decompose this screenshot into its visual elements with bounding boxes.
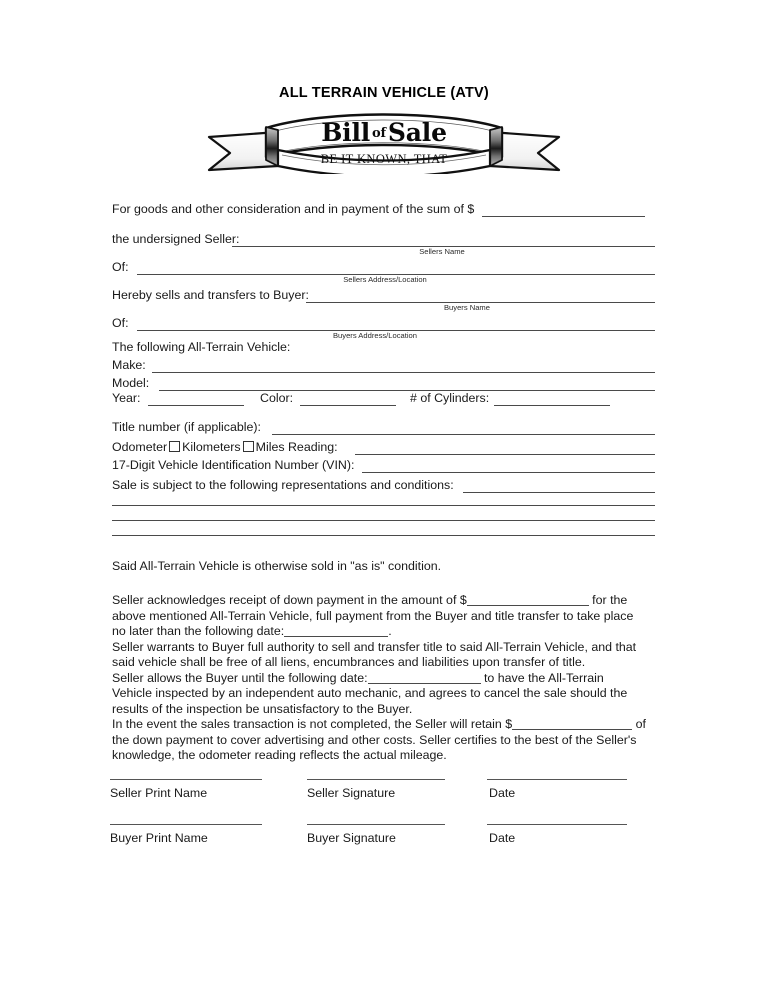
miles-checkbox[interactable] [243,441,254,452]
vin-label: 17-Digit Vehicle Identification Number (VIN): [112,458,355,472]
down-payment-line-1 [112,593,658,609]
buyer-print-name-rule[interactable] [110,824,262,825]
make-blank[interactable] [152,372,655,373]
retain-amount-blank[interactable] [512,729,632,730]
color-blank[interactable] [300,405,396,406]
buyers-address-caption: Buyers Address/Location [332,331,417,340]
buyer-print-name-label: Buyer Print Name [110,831,208,845]
inspection-date-blank[interactable] [368,683,481,684]
seller-print-name-label: Seller Print Name [110,786,208,800]
seller-line-label: the undersigned Seller: [112,232,240,246]
cylinders-label: # of Cylinders: [410,391,490,405]
seller-of-label: Of: [112,260,129,274]
warranty-line-2: said vehicle shall be free of all liens, encumbrances and liabilities upon transfer of title. [112,655,586,669]
bill-of-sale-ribbon-banner [206,108,562,174]
buyer-signature-rule[interactable] [307,824,445,825]
seller-signature-label: Seller Signature [307,786,396,800]
buyer-date-label: Date [489,831,516,845]
vehicle-heading: The following All-Terrain Vehicle: [112,340,291,354]
down-payment-text-pre: Seller acknowledges receipt of down payment in the amount of $ [112,593,467,607]
inspection-text-post: to have the All-Terrain [483,670,604,685]
sum-amount-blank[interactable] [482,216,645,217]
as-is-statement: Said All-Terrain Vehicle is otherwise sold in "as is" condition. [112,559,442,573]
banner-main-title [206,118,562,147]
conditions-blank-2[interactable] [112,505,655,506]
buyer-of-label: Of: [112,316,129,330]
sum-line-label: For goods and other consideration and in payment of the sum of $ [112,202,475,216]
seller-date-rule[interactable] [487,779,627,780]
terms-block [112,593,658,764]
banner-word-of: of [372,126,386,141]
conditions-blank-4[interactable] [112,535,655,536]
banner-subtitle: BE IT KNOWN, THAT [320,152,448,166]
seller-date-label: Date [489,786,516,800]
seller-line [112,232,239,247]
kilometers-checkbox[interactable] [169,441,180,452]
retain-line-2: the down payment to cover advertising and other costs. Seller certifies to the best of the Seller's [112,732,637,747]
sellers-name-caption: Sellers Name [419,247,465,256]
kilometers-label: Kilometers [182,440,241,454]
buyer-signature-label: Buyer Signature [307,831,396,845]
model-label: Model: [112,376,150,390]
buyers-name-caption: Buyers Name [443,303,490,312]
inspection-line-3: results of the inspection be unsatisfactory to the Buyer. [112,701,413,716]
miles-reading-label: Miles Reading: [255,440,338,454]
sellers-address-caption: Sellers Address/Location [343,275,427,284]
buyer-date-rule[interactable] [487,824,627,825]
buyer-line-label: Hereby sells and transfers to Buyer: [112,288,309,302]
retain-amount-label: In the event the sales transaction is not completed, the Seller will retain $ [112,717,513,731]
retain-line-3: knowledge, the odometer reading reflects the actual mileage. [112,748,447,762]
retain-line-1 [112,717,658,733]
buyer-line [112,288,309,303]
make-label: Make: [112,358,146,372]
warranty-line-1: Seller warrants to Buyer full authority to sell and transfer title to said All-Terrain Vehicle, and that [112,639,637,654]
seller-of-line [112,260,129,275]
buyer-of-line [112,316,129,331]
sum-line [112,202,474,217]
payment-date-blank[interactable] [284,636,388,637]
year-blank[interactable] [148,405,244,406]
title-number-blank[interactable] [272,434,655,435]
year-label: Year: [112,391,141,405]
down-payment-line-2: above mentioned All-Terrain Vehicle, full payment from the Buyer and title transfer to take place [112,608,634,623]
conditions-blank-1[interactable] [463,492,655,493]
vin-blank[interactable] [362,472,655,473]
odometer-label: Odometer [112,440,168,454]
page-title: ALL TERRAIN VEHICLE (ATV) [279,85,489,101]
inspection-date-label: Seller allows the Buyer until the following date: [112,670,368,685]
inspection-line-2: Vehicle inspected by an independent auto mechanic, and agrees to cancel the sale should the [112,686,628,700]
inspection-line-1 [112,671,658,687]
odometer-line [112,440,338,455]
payment-date-label: no later than the following date: [112,624,285,638]
seller-print-name-rule[interactable] [110,779,262,780]
down-payment-text-post: for the [592,593,628,607]
banner-word-sale: Sale [387,118,447,147]
seller-signature-rule[interactable] [307,779,445,780]
conditions-label: Sale is subject to the following representations and conditions: [112,478,454,492]
color-label: Color: [260,391,294,405]
odometer-reading-blank[interactable] [355,454,655,455]
banner-word-bill: Bill [321,118,371,147]
conditions-blank-3[interactable] [112,520,655,521]
payment-date-period: . [388,624,392,638]
down-payment-line-3 [112,624,658,640]
title-number-label: Title number (if applicable): [112,420,261,434]
cylinders-blank[interactable] [494,405,610,406]
down-payment-amount-blank[interactable] [467,605,589,606]
model-blank[interactable] [159,390,655,391]
retain-text-post: of [635,717,646,731]
